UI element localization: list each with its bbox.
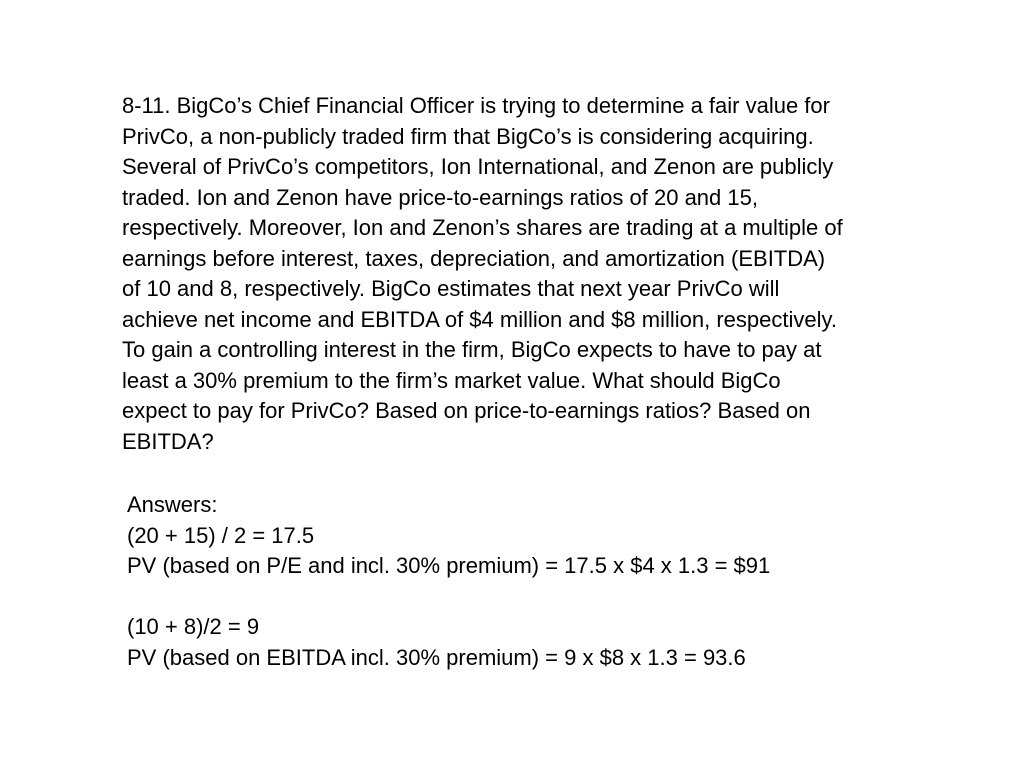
question-text [122,91,972,457]
question-line: traded. Ion and Zenon have price-to-earnings ratios of 20 and 15, [122,184,758,210]
ebitda-average-line: (10 + 8)/2 = 9 [127,614,260,639]
question-line: least a 30% premium to the firm’s market value. What should BigCo [122,367,781,393]
question-line: EBITDA? [122,428,214,454]
question-line: of 10 and 8, respectively. BigCo estimates that next year PrivCo will [122,276,780,301]
question-line: earnings before interest, taxes, depreciation, and amortization (EBITDA) [122,245,826,271]
question-line: achieve net income and EBITDA of $4 million and $8 million, respectively. [122,306,837,332]
question-line: To gain a controlling interest in the firm, BigCo expects to have to pay at [122,337,822,362]
question-line: Several of PrivCo’s competitors, Ion International, and Zenon are publicly [122,154,834,179]
pe-average-line: (20 + 15) / 2 = 17.5 [127,522,315,548]
answers-block [127,490,977,673]
pe-value-line: PV (based on P/E and incl. 30% premium) = 17.5 x $4 x 1.3 = $91 [127,553,771,578]
question-line: expect to pay for PrivCo? Based on price-to-earnings ratios? Based on [122,398,811,423]
ebitda-value-line: PV (based on EBITDA incl. 30% premium) = 9 x $8 x 1.3 = 93.6 [127,644,746,670]
spacer [127,582,977,613]
question-line: PrivCo, a non-publicly traded firm that BigCo’s is considering acquiring. [122,123,814,149]
question-line: respectively. Moreover, Ion and Zenon’s shares are trading at a multiple of [122,215,843,240]
answers-heading: Answers: [127,492,218,517]
question-line: 8-11. BigCo’s Chief Financial Officer is trying to determine a fair value for [122,93,830,118]
